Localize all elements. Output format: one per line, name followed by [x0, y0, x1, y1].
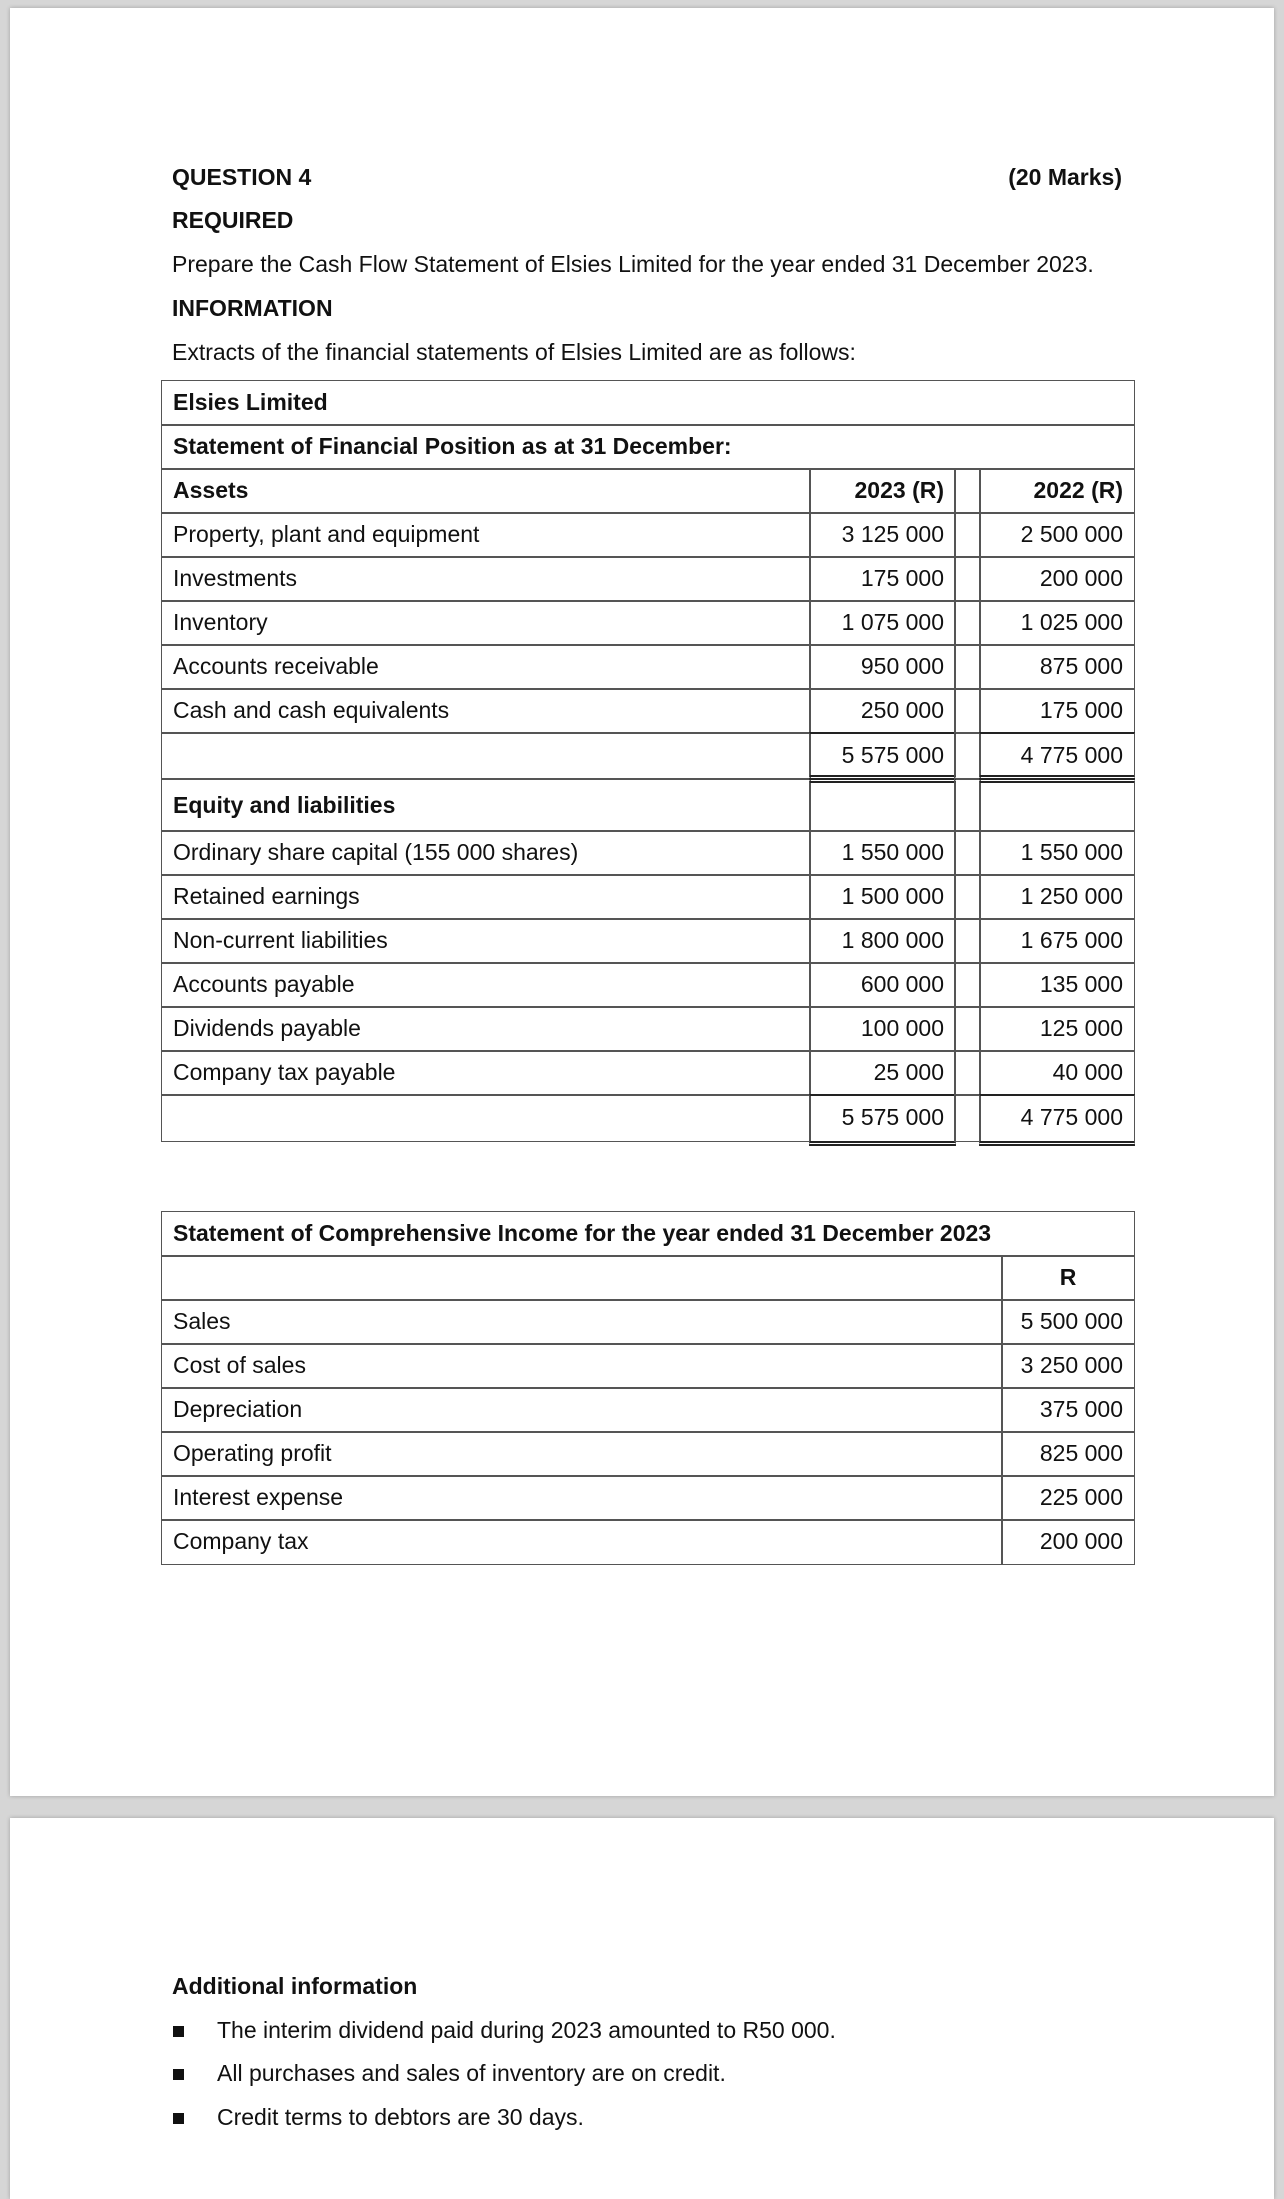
- assets-heading: Assets: [161, 468, 811, 514]
- spacer-cell: [954, 468, 981, 514]
- required-heading: REQUIRED: [172, 207, 294, 233]
- equity-value-2023: 600 000: [809, 962, 956, 1008]
- asset-value-2023: 950 000: [809, 644, 956, 690]
- empty-cell: [979, 778, 1135, 832]
- page-1: [10, 8, 1274, 1796]
- spacer-cell: [954, 830, 981, 876]
- asset-value-2022: 175 000: [979, 688, 1135, 734]
- soci-label: Interest expense: [161, 1475, 1003, 1521]
- soci-label: Cost of sales: [161, 1343, 1003, 1389]
- total-label-empty: [161, 1094, 811, 1142]
- equity-value-2022: 1 675 000: [979, 918, 1135, 964]
- equity-total-2022: 4 775 000: [979, 1094, 1135, 1146]
- spacer-cell: [954, 556, 981, 602]
- spacer-cell: [954, 600, 981, 646]
- equity-value-2022: 1 250 000: [979, 874, 1135, 920]
- soci-value: 825 000: [1001, 1431, 1135, 1477]
- soci-value: 375 000: [1001, 1387, 1135, 1433]
- col-2023-header: 2023 (R): [809, 468, 956, 514]
- equity-label: Ordinary share capital (155 000 shares): [161, 830, 811, 876]
- asset-label: Cash and cash equivalents: [161, 688, 811, 734]
- equity-heading: Equity and liabilities: [161, 778, 811, 832]
- equity-value-2023: 1 800 000: [809, 918, 956, 964]
- additional-heading: Additional information: [172, 1973, 418, 1999]
- soci-value: 225 000: [1001, 1475, 1135, 1521]
- soci-value: 5 500 000: [1001, 1299, 1135, 1345]
- sofp-title: Statement of Financial Position as at 31 December:: [161, 424, 1135, 470]
- asset-value-2022: 200 000: [979, 556, 1135, 602]
- equity-value-2022: 135 000: [979, 962, 1135, 1008]
- spacer-cell: [954, 688, 981, 734]
- equity-value-2022: 40 000: [979, 1050, 1135, 1096]
- equity-label: Non-current liabilities: [161, 918, 811, 964]
- total-label-empty: [161, 732, 811, 780]
- equity-value-2023: 25 000: [809, 1050, 956, 1096]
- empty-cell: [161, 1255, 1003, 1301]
- soci-value: 3 250 000: [1001, 1343, 1135, 1389]
- sofp-company: Elsies Limited: [161, 380, 1135, 426]
- bullet-icon: [173, 2069, 184, 2080]
- spacer-cell: [954, 1006, 981, 1052]
- equity-value-2022: 125 000: [979, 1006, 1135, 1052]
- information-heading: INFORMATION: [172, 295, 333, 321]
- list-item-text: All purchases and sales of inventory are on credit.: [217, 2060, 726, 2086]
- question-title: QUESTION 4: [172, 164, 312, 190]
- spacer-cell: [954, 918, 981, 964]
- equity-total-2023: 5 575 000: [809, 1094, 956, 1146]
- soci-label: Operating profit: [161, 1431, 1003, 1477]
- asset-value-2022: 875 000: [979, 644, 1135, 690]
- equity-value-2022: 1 550 000: [979, 830, 1135, 876]
- equity-value-2023: 1 550 000: [809, 830, 956, 876]
- empty-cell: [809, 778, 956, 832]
- list-item-text: The interim dividend paid during 2023 amounted to R50 000.: [217, 2017, 836, 2043]
- asset-label: Accounts receivable: [161, 644, 811, 690]
- soci-label: Depreciation: [161, 1387, 1003, 1433]
- information-text: Extracts of the financial statements of Elsies Limited are as follows:: [172, 339, 856, 365]
- assets-total-2022: 4 775 000: [979, 732, 1135, 780]
- asset-value-2023: 1 075 000: [809, 600, 956, 646]
- equity-label: Retained earnings: [161, 874, 811, 920]
- spacer-cell: [954, 732, 981, 780]
- asset-value-2022: 1 025 000: [979, 600, 1135, 646]
- spacer-cell: [954, 1094, 981, 1142]
- soci-label: Sales: [161, 1299, 1003, 1345]
- page-2: [10, 1818, 1274, 2199]
- required-text: Prepare the Cash Flow Statement of Elsies Limited for the year ended 31 December 2023.: [172, 251, 1094, 277]
- soci-label: Company tax: [161, 1519, 1003, 1565]
- bullet-icon: [173, 2113, 184, 2124]
- bullet-icon: [173, 2026, 184, 2037]
- spacer-cell: [954, 644, 981, 690]
- asset-value-2023: 175 000: [809, 556, 956, 602]
- spacer-cell: [954, 512, 981, 558]
- list-item-text: Credit terms to debtors are 30 days.: [217, 2104, 584, 2130]
- assets-total-2023: 5 575 000: [809, 732, 956, 780]
- soci-col-header: R: [1001, 1255, 1135, 1301]
- equity-label: Accounts payable: [161, 962, 811, 1008]
- asset-value-2022: 2 500 000: [979, 512, 1135, 558]
- equity-label: Dividends payable: [161, 1006, 811, 1052]
- soci-title: Statement of Comprehensive Income for the year ended 31 December 2023: [161, 1211, 1135, 1257]
- asset-label: Inventory: [161, 600, 811, 646]
- asset-value-2023: 250 000: [809, 688, 956, 734]
- soci-value: 200 000: [1001, 1519, 1135, 1565]
- spacer-cell: [954, 1050, 981, 1096]
- spacer-cell: [954, 874, 981, 920]
- equity-value-2023: 100 000: [809, 1006, 956, 1052]
- spacer-cell: [954, 962, 981, 1008]
- equity-label: Company tax payable: [161, 1050, 811, 1096]
- spacer-cell: [954, 778, 981, 832]
- asset-label: Investments: [161, 556, 811, 602]
- equity-value-2023: 1 500 000: [809, 874, 956, 920]
- asset-label: Property, plant and equipment: [161, 512, 811, 558]
- question-marks: (20 Marks): [1008, 164, 1122, 190]
- col-2022-header: 2022 (R): [979, 468, 1135, 514]
- asset-value-2023: 3 125 000: [809, 512, 956, 558]
